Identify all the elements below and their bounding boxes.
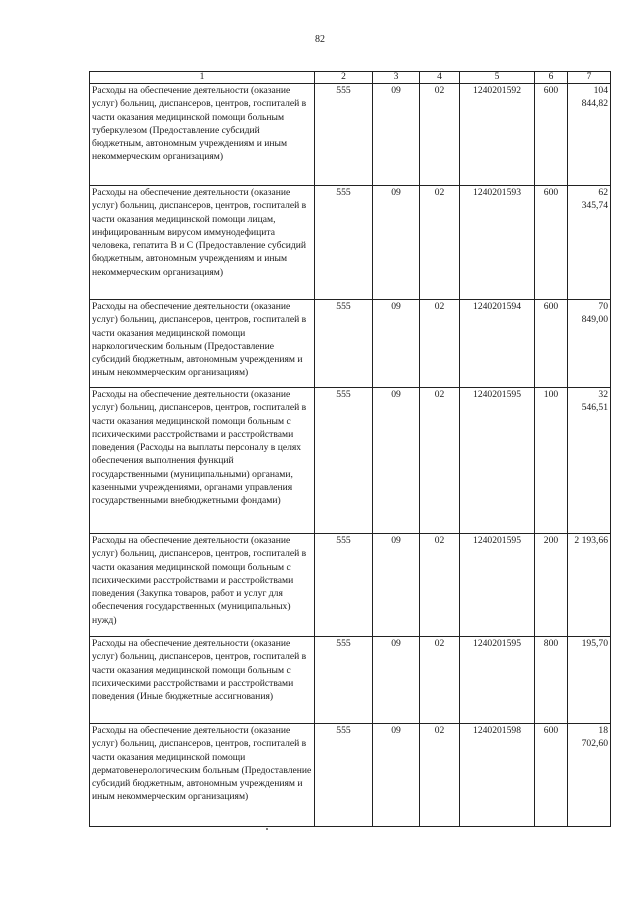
table-row: [90, 724, 611, 827]
row-code-subsection: 02: [420, 186, 460, 300]
row-expense-type: 600: [535, 300, 568, 388]
page-number: 82: [315, 34, 325, 45]
budget-table: [89, 71, 611, 827]
row-code-ministry: 555: [315, 84, 373, 186]
row-description: Расходы на обеспечение деятельности (оказание услуг) больниц, диспансеров, центров, госпиталей в части оказания медицинской помощи лицам, инфицированным вирусом иммунодефицита человека, гепатита В и С (Предоставление субсидий бюджетным, автономным учреждениям и иным некоммерческим организациям): [90, 186, 315, 300]
scan-speck: [266, 828, 268, 830]
row-code-ministry: 555: [315, 534, 373, 637]
table-row: [90, 637, 611, 724]
row-code-ministry: 555: [315, 300, 373, 388]
table-row: [90, 300, 611, 388]
row-target-article: 1240201595: [460, 637, 535, 724]
row-description: Расходы на обеспечение деятельности (оказание услуг) больниц, диспансеров, центров, госпиталей в части оказания медицинской помощи дерматовенерологическим больным (Предоставление субсидий бюджетным, автономным учреждениям и иным некоммерческим организациям): [90, 724, 315, 827]
row-code-subsection: 02: [420, 637, 460, 724]
row-code-ministry: 555: [315, 186, 373, 300]
row-description: Расходы на обеспечение деятельности (оказание услуг) больниц, диспансеров, центров, госпиталей в части оказания медицинской помощи больным туберкулезом (Предоставление субсидий бюджетным, автономным учреждениям и иным некоммерческим организациям): [90, 84, 315, 186]
row-description: Расходы на обеспечение деятельности (оказание услуг) больниц, диспансеров, центров, госпиталей в части оказания медицинской помощи больным с психическими расстройствами и расстройствами поведения (Закупка товаров, работ и услуг для обеспечения государственных (муниципальных) нужд): [90, 534, 315, 637]
row-code-section: 09: [373, 84, 420, 186]
table-header-row: [90, 72, 611, 84]
row-code-subsection: 02: [420, 534, 460, 637]
row-expense-type: 800: [535, 637, 568, 724]
row-expense-type: 600: [535, 84, 568, 186]
row-description: Расходы на обеспечение деятельности (оказание услуг) больниц, диспансеров, центров, госпиталей в части оказания медицинской помощи больным с психическими расстройствами и расстройствами поведения (Иные бюджетные ассигнования): [90, 637, 315, 724]
row-description: Расходы на обеспечение деятельности (оказание услуг) больниц, диспансеров, центров, госпиталей в части оказания медицинской помощи наркологическим больным (Предоставление субсидий бюджетным, автономным учреждениям и иным некоммерческим организациям): [90, 300, 315, 388]
header-col-2: 2: [315, 72, 373, 84]
row-code-section: 09: [373, 637, 420, 724]
row-code-ministry: 555: [315, 724, 373, 827]
row-amount: 32 546,51: [568, 388, 611, 534]
row-code-subsection: 02: [420, 84, 460, 186]
row-code-ministry: 555: [315, 637, 373, 724]
row-amount: 195,70: [568, 637, 611, 724]
row-expense-type: 600: [535, 186, 568, 300]
row-amount: 62 345,74: [568, 186, 611, 300]
table-row: [90, 388, 611, 534]
row-expense-type: 100: [535, 388, 568, 534]
row-target-article: 1240201595: [460, 534, 535, 637]
row-target-article: 1240201598: [460, 724, 535, 827]
header-col-4: 4: [420, 72, 460, 84]
row-code-section: 09: [373, 388, 420, 534]
row-amount: 104 844,82: [568, 84, 611, 186]
row-expense-type: 600: [535, 724, 568, 827]
row-amount: 2 193,66: [568, 534, 611, 637]
row-target-article: 1240201593: [460, 186, 535, 300]
table-row: [90, 534, 611, 637]
row-code-ministry: 555: [315, 388, 373, 534]
header-col-7: 7: [568, 72, 611, 84]
header-col-1: 1: [90, 72, 315, 84]
row-code-section: 09: [373, 534, 420, 637]
row-code-section: 09: [373, 724, 420, 827]
row-code-subsection: 02: [420, 388, 460, 534]
row-code-subsection: 02: [420, 300, 460, 388]
header-col-6: 6: [535, 72, 568, 84]
row-code-subsection: 02: [420, 724, 460, 827]
row-amount: 18 702,60: [568, 724, 611, 827]
row-expense-type: 200: [535, 534, 568, 637]
row-target-article: 1240201595: [460, 388, 535, 534]
table-row: [90, 186, 611, 300]
row-amount: 70 849,00: [568, 300, 611, 388]
header-col-5: 5: [460, 72, 535, 84]
row-description: Расходы на обеспечение деятельности (оказание услуг) больниц, диспансеров, центров, госпиталей в части оказания медицинской помощи больным с психическими расстройствами и расстройствами поведения (Расходы на выплаты персоналу в целях обеспечения выполнения функций государственными (муниципальными) органами, казенными учреждениями, органами управления государственными внебюджетными фондами): [90, 388, 315, 534]
row-target-article: 1240201594: [460, 300, 535, 388]
header-col-3: 3: [373, 72, 420, 84]
table-row: [90, 84, 611, 186]
row-target-article: 1240201592: [460, 84, 535, 186]
row-code-section: 09: [373, 300, 420, 388]
row-code-section: 09: [373, 186, 420, 300]
